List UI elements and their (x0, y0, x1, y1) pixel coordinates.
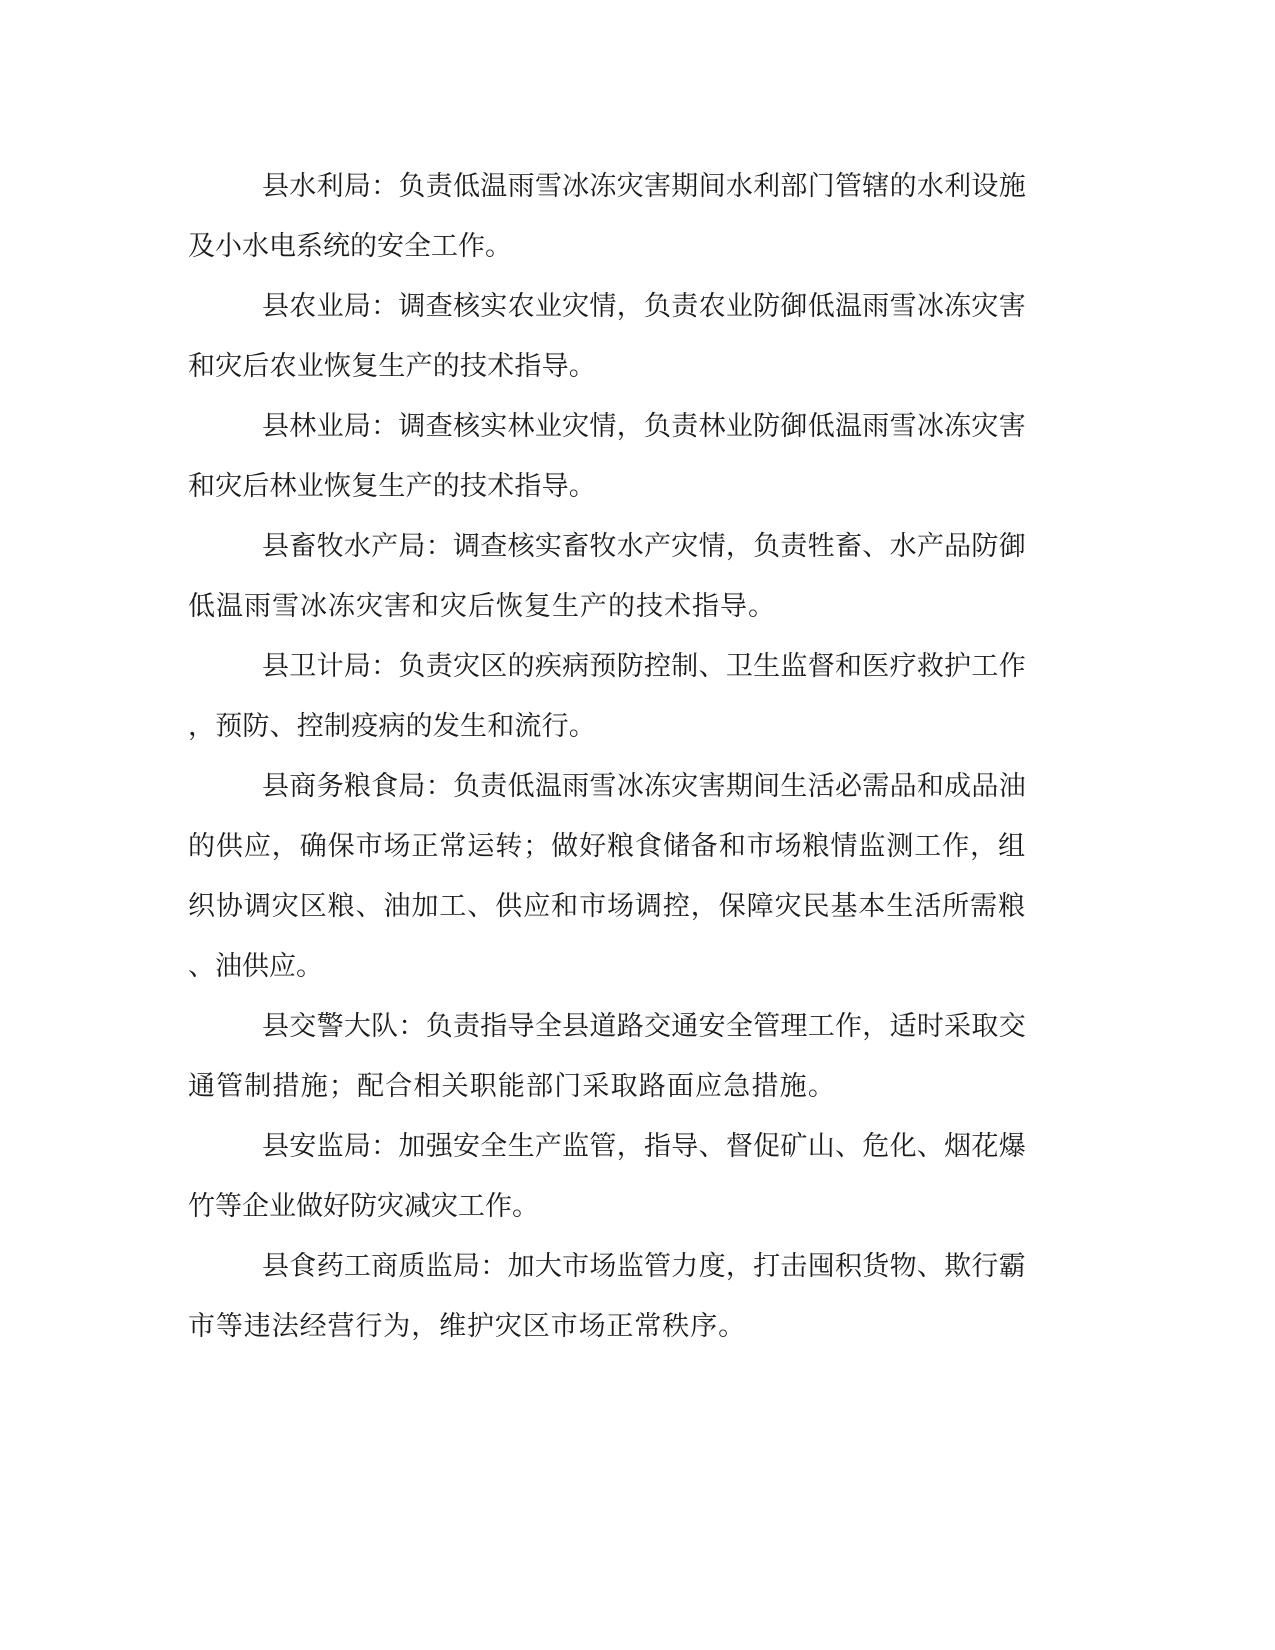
text-line: 的供应，确保市场正常运转；做好粮食储备和市场粮情监测工作，组 (188, 831, 1026, 862)
text-line: 及小水电系统的安全工作。 (188, 231, 512, 262)
text-line: 县林业局：调查核实林业灾情，负责林业防御低温雨雪冰冻灾害 (262, 411, 1026, 442)
text-line: 县卫计局：负责灾区的疾病预防控制、卫生监督和医疗救护工作 (262, 651, 1026, 682)
text-line: 县安监局：加强安全生产监管，指导、督促矿山、危化、烟花爆 (262, 1131, 1026, 1162)
text-line: 和灾后林业恢复生产的技术指导。 (188, 471, 596, 502)
text-line: 和灾后农业恢复生产的技术指导。 (188, 351, 596, 382)
text-line: 低温雨雪冰冻灾害和灾后恢复生产的技术指导。 (188, 591, 776, 622)
text-line: 县农业局：调查核实农业灾情，负责农业防御低温雨雪冰冻灾害 (262, 291, 1026, 322)
text-line: 县商务粮食局：负责低温雨雪冰冻灾害期间生活必需品和成品油 (262, 771, 1026, 802)
text-line: 竹等企业做好防灾减灾工作。 (188, 1191, 539, 1222)
text-line: 通管制措施；配合相关职能部门采取路面应急措施。 (188, 1071, 836, 1102)
text-line: 市等违法经营行为，维护灾区市场正常秩序。 (188, 1311, 746, 1342)
document-body (188, 157, 1068, 1357)
text-line: 织协调灾区粮、油加工、供应和市场调控，保障灾民基本生活所需粮 (188, 891, 1026, 922)
text-line: 县畜牧水产局：调查核实畜牧水产灾情，负责牲畜、水产品防御 (262, 531, 1026, 562)
text-line: 县交警大队：负责指导全县道路交通安全管理工作，适时采取交 (262, 1011, 1026, 1042)
text-line: ，预防、控制疫病的发生和流行。 (188, 711, 596, 742)
text-line: 、油供应。 (188, 951, 323, 982)
text-line: 县食药工商质监局：加大市场监管力度，打击囤积货物、欺行霸 (262, 1251, 1026, 1282)
text-line: 县水利局：负责低温雨雪冰冻灾害期间水利部门管辖的水利设施 (262, 171, 1026, 202)
